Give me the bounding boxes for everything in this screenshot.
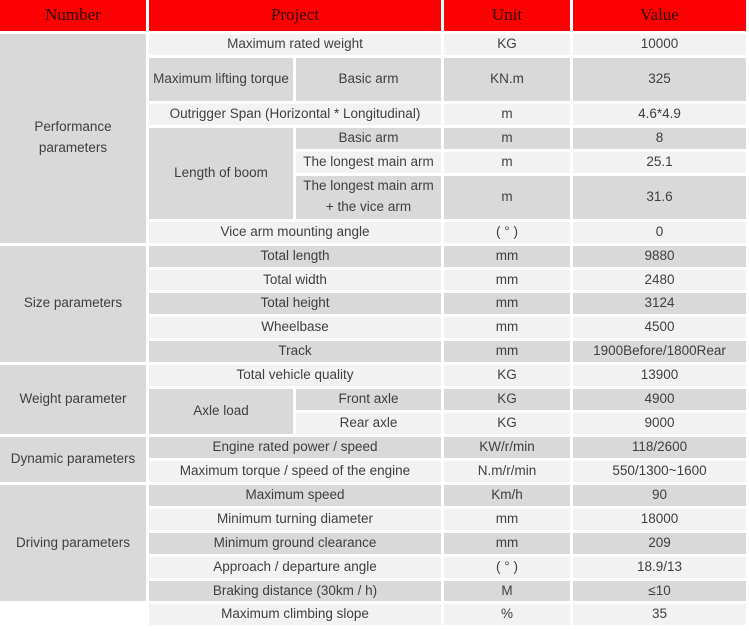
section-cell-size: Size parameters (0, 244, 148, 364)
unit-cell: N.m/r/min (443, 459, 572, 483)
col-header-number: Number (0, 0, 148, 33)
unit-cell: KN.m (443, 56, 572, 102)
project-cell: The longest main arm + the vice arm (295, 174, 443, 220)
unit-cell: KW/r/min (443, 435, 572, 459)
project-cell: Rear axle (295, 412, 443, 436)
unit-cell: KG (443, 412, 572, 436)
unit-cell: ( ° ) (443, 220, 572, 244)
unit-cell: % (443, 603, 572, 627)
project-cell: Outrigger Span (Horizontal * Longitudinal) (148, 102, 443, 126)
unit-cell: mm (443, 531, 572, 555)
value-cell: 550/1300~1600 (572, 459, 748, 483)
unit-cell: mm (443, 244, 572, 268)
value-cell: ≤10 (572, 579, 748, 603)
unit-cell: m (443, 150, 572, 174)
value-cell: 0 (572, 220, 748, 244)
unit-cell: mm (443, 292, 572, 316)
merged-cell-axle-load: Axle load (148, 388, 295, 436)
project-cell: Wheelbase (148, 316, 443, 340)
value-cell: 4.6*4.9 (572, 102, 748, 126)
unit-cell: KG (443, 388, 572, 412)
project-cell: Maximum climbing slope (148, 603, 443, 627)
value-cell: 4900 (572, 388, 748, 412)
value-cell: 25.1 (572, 150, 748, 174)
project-cell: Total vehicle quality (148, 364, 443, 388)
project-cell: Vice arm mounting angle (148, 220, 443, 244)
merged-cell-lifting-torque: Maximum lifting torque (148, 56, 295, 102)
project-cell: Minimum turning diameter (148, 507, 443, 531)
project-cell: Basic arm (295, 126, 443, 150)
value-cell: 325 (572, 56, 748, 102)
project-cell: Maximum rated weight (148, 33, 443, 57)
col-header-unit: Unit (443, 0, 572, 33)
unit-cell: m (443, 102, 572, 126)
project-cell: Front axle (295, 388, 443, 412)
project-cell: The longest main arm (295, 150, 443, 174)
section-cell-dynamic: Dynamic parameters (0, 435, 148, 483)
table-row (0, 483, 748, 507)
value-cell: 18000 (572, 507, 748, 531)
col-header-value: Value (572, 0, 748, 33)
value-cell: 3124 (572, 292, 748, 316)
unit-cell: m (443, 126, 572, 150)
merged-cell-length-of-boom: Length of boom (148, 126, 295, 220)
table-row (0, 33, 748, 57)
value-cell: 4500 (572, 316, 748, 340)
project-cell: Minimum ground clearance (148, 531, 443, 555)
table-row (0, 603, 748, 627)
value-cell: 90 (572, 483, 748, 507)
section-cell-driving: Driving parameters (0, 483, 148, 603)
unit-cell: Km/h (443, 483, 572, 507)
project-cell: Total height (148, 292, 443, 316)
value-cell: 35 (572, 603, 748, 627)
value-cell: 9880 (572, 244, 748, 268)
value-cell: 8 (572, 126, 748, 150)
project-cell: Maximum torque / speed of the engine (148, 459, 443, 483)
value-cell: 2480 (572, 268, 748, 292)
unit-cell: M (443, 579, 572, 603)
unit-cell: ( ° ) (443, 555, 572, 579)
value-cell: 10000 (572, 33, 748, 57)
value-cell: 18.9/13 (572, 555, 748, 579)
section-cell-weight: Weight parameter (0, 364, 148, 436)
unit-cell: mm (443, 316, 572, 340)
project-cell: Total length (148, 244, 443, 268)
project-cell: Engine rated power / speed (148, 435, 443, 459)
project-cell: Approach / departure angle (148, 555, 443, 579)
value-cell: 31.6 (572, 174, 748, 220)
section-cell-performance: Performance parameters (0, 33, 148, 245)
value-cell: 13900 (572, 364, 748, 388)
unit-cell: mm (443, 340, 572, 364)
project-cell: Maximum speed (148, 483, 443, 507)
value-cell: 1900Before/1800Rear (572, 340, 748, 364)
unit-cell: m (443, 174, 572, 220)
table-row (0, 435, 748, 459)
project-cell: Total width (148, 268, 443, 292)
unit-cell: mm (443, 507, 572, 531)
table-row (0, 244, 748, 268)
project-cell: Basic arm (295, 56, 443, 102)
table-row (0, 364, 748, 388)
value-cell: 9000 (572, 412, 748, 436)
unit-cell: mm (443, 268, 572, 292)
col-header-project: Project (148, 0, 443, 33)
value-cell: 209 (572, 531, 748, 555)
project-cell: Braking distance (30km / h) (148, 579, 443, 603)
value-cell: 118/2600 (572, 435, 748, 459)
header-row (0, 0, 748, 33)
unit-cell: KG (443, 33, 572, 57)
unit-cell: KG (443, 364, 572, 388)
number-cell-empty (0, 603, 148, 627)
project-cell: Track (148, 340, 443, 364)
